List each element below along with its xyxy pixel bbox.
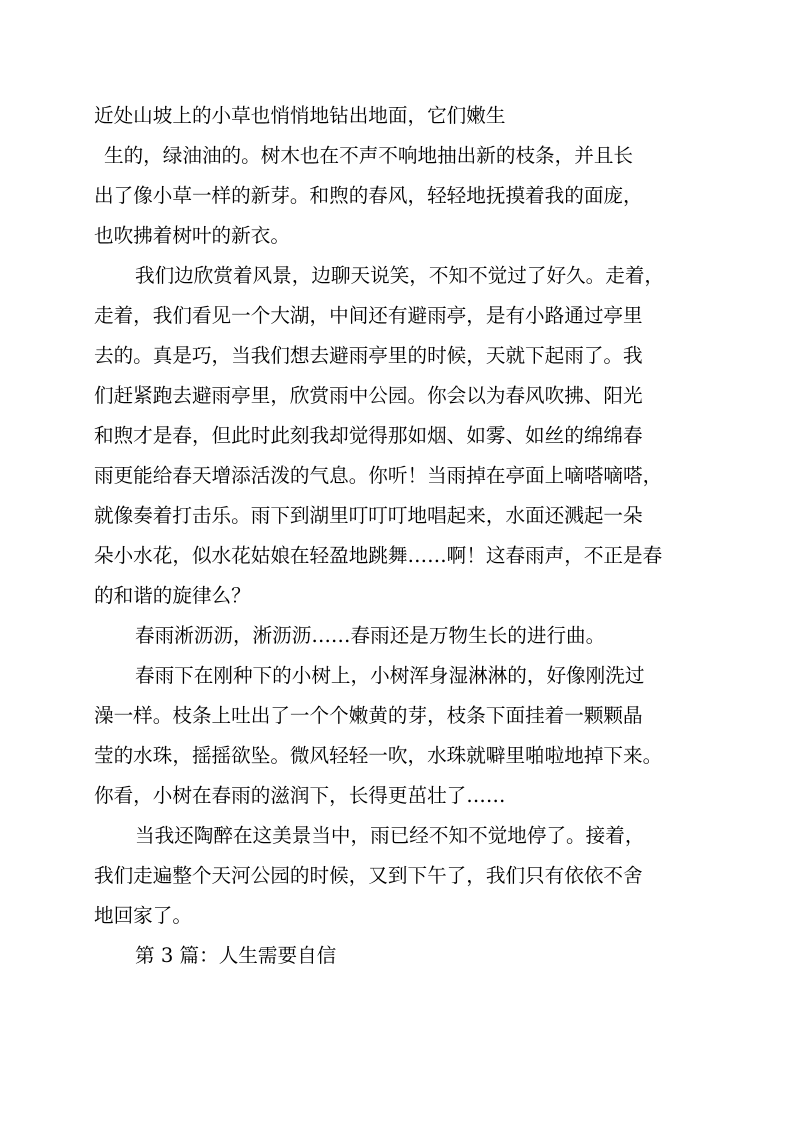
text-line: 出了像小草一样的新芽。和煦的春风，轻轻地抚摸着我的面庞，	[94, 184, 643, 207]
section-heading: 第 3 篇：人生需要自信	[135, 944, 337, 967]
text-line: 雨更能给春天增添活泼的气息。你听！当雨掉在亭面上嘀嗒嘀嗒，	[94, 464, 663, 487]
paragraph-start-line: 春雨下在刚种下的小树上，小树浑身湿淋淋的，好像刚洗过	[135, 664, 645, 687]
text-line: 也吹拂着树叶的新衣。	[94, 224, 290, 247]
paragraph-start-line: 当我还陶醉在这美景当中，雨已经不知不觉地停了。接着，	[135, 824, 645, 847]
paragraph-start-line: 春雨淅沥沥，淅沥沥……春雨还是万物生长的进行曲。	[135, 624, 606, 647]
text-line: 我们走遍整个天河公园的时候，又到下午了，我们只有依依不舍	[94, 864, 643, 887]
text-line: 走着，我们看见一个大湖，中间还有避雨亭，是有小路通过亭里	[94, 304, 643, 327]
text-line: 近处山坡上的小草也悄悄地钻出地面，它们嫩生	[94, 104, 506, 127]
text-line: 你看，小树在春雨的滋润下，长得更茁壮了……	[94, 784, 506, 807]
document-page	[94, 96, 706, 976]
text-line: 生的，绿油油的。树木也在不声不响地抽出新的枝条，并且长	[104, 144, 634, 167]
text-line: 和煦才是春，但此时此刻我却觉得那如烟、如雾、如丝的绵绵春	[94, 424, 643, 447]
text-line: 们赶紧跑去避雨亭里，欣赏雨中公园。你会以为春风吹拂、阳光	[94, 384, 643, 407]
text-line: 朵小水花，似水花姑娘在轻盈地跳舞……啊！这春雨声，不正是春	[94, 544, 663, 567]
text-line: 地回家了。	[94, 904, 192, 927]
text-line: 就像奏着打击乐。雨下到湖里叮叮叮地唱起来，水面还溅起一朵	[94, 504, 643, 527]
text-line: 莹的水珠，摇摇欲坠。微风轻轻一吹，水珠就噼里啪啦地掉下来。	[94, 744, 663, 767]
paragraph-start-line: 我们边欣赏着风景，边聊天说笑，不知不觉过了好久。走着，	[135, 264, 665, 287]
text-line: 去的。真是巧，当我们想去避雨亭里的时候，天就下起雨了。我	[94, 344, 643, 367]
text-line: 的和谐的旋律么？	[94, 584, 251, 607]
text-line: 澡一样。枝条上吐出了一个个嫩黄的芽，枝条下面挂着一颗颗晶	[94, 704, 643, 727]
